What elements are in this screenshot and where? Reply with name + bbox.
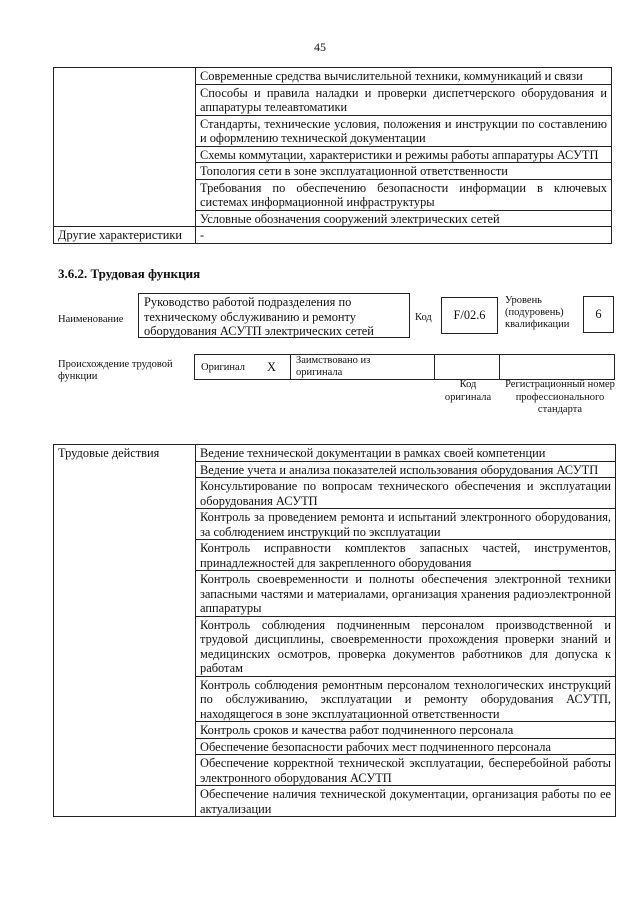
knowledge-label-cell xyxy=(54,68,196,227)
table-cell: Обеспечение корректной технической эксплуатации, бесперебойной работы электронного оборудования АСУТП xyxy=(196,755,616,786)
origin-divider xyxy=(434,355,435,379)
table-cell: Контроль своевременности и полноты обеспечения электронной техники запасными частями и материалами, организация хранения радиоэлектронной аппаратуры xyxy=(196,571,616,617)
table-cell: Современные средства вычислительной техники, коммуникаций и связи xyxy=(196,68,612,85)
level-box: 6 xyxy=(583,296,614,333)
table-cell: Консультирование по вопросам технического обеспечения и эксплуатации оборудования АСУТП xyxy=(196,478,616,509)
table-cell: Схемы коммутации, характеристики и режимы работы аппаратуры АСУТП xyxy=(196,146,612,163)
original-label: Оригинал xyxy=(201,362,245,373)
borrowed-label: Заимствовано из оригинала xyxy=(296,355,371,378)
table-cell: Обеспечение безопасности рабочих мест подчиненного персонала xyxy=(196,738,616,755)
table-row xyxy=(54,445,616,462)
origin-row xyxy=(194,354,615,380)
table-cell: Контроль сроков и качества работ подчиненного персонала xyxy=(196,722,616,739)
table-cell: Ведение технической документации в рамках своей компетенции xyxy=(196,445,616,462)
other-characteristics-label: Другие характеристики xyxy=(54,227,196,244)
function-name-box: Руководство работой подразделения по техническому обслуживанию и ремонту оборудования АСУТП электрических сетей xyxy=(138,293,410,338)
code-original-caption: Код оригинала xyxy=(444,379,492,403)
name-label: Наименование xyxy=(58,314,124,325)
table-cell: Стандарты, технические условия, положения и инструкции по составлению и оформлению технической документации xyxy=(196,115,612,146)
table-cell: Условные обозначения сооружений электрических сетей xyxy=(196,210,612,227)
table-cell: Ведение учета и анализа показателей использования оборудования АСУТП xyxy=(196,461,616,478)
code-label: Код xyxy=(415,312,432,323)
origin-divider xyxy=(290,355,291,379)
origin-divider xyxy=(499,355,500,379)
origin-label: Происхождение трудовой функции xyxy=(58,359,173,382)
section-title: 3.6.2. Трудовая функция xyxy=(58,266,201,281)
table-cell: Контроль за проведением ремонта и испытаний электронного оборудования, за соблюдением инструкций по эксплуатации xyxy=(196,509,616,540)
labor-actions-table xyxy=(53,444,616,817)
table-row xyxy=(54,68,612,85)
table-cell: Топология сети в зоне эксплуатационной ответственности xyxy=(196,163,612,180)
level-label: Уровень (подуровень) квалификации xyxy=(505,295,570,330)
table-cell: Требования по обеспечению безопасности информации в ключевых системах информационной инфраструктуры xyxy=(196,179,612,210)
table-cell: Обеспечение наличия технической документации, организация работы по ее актуализации xyxy=(196,786,616,817)
table-row xyxy=(54,227,612,244)
other-characteristics-value: - xyxy=(196,227,612,244)
page-number: 45 xyxy=(314,40,326,54)
function-code-box: F/02.6 xyxy=(441,297,498,334)
table-cell: Контроль соблюдения подчиненным персоналом производственной и трудовой дисциплины, своевременности прохождения проверки знаний и медицинских осмотров, проверка документов работников для допуска к работам xyxy=(196,616,616,676)
table-cell: Контроль соблюдения ремонтным персоналом технологических инструкций по обслуживанию, эксплуатации и ремонту оборудования АСУТП, находящегося в зоне эксплуатационной ответственности xyxy=(196,676,616,722)
original-mark: X xyxy=(267,360,276,374)
table-cell: Контроль исправности комплектов запасных частей, инструментов, принадлежностей для закрепленного оборудования xyxy=(196,540,616,571)
knowledge-table xyxy=(53,67,612,244)
actions-label: Трудовые действия xyxy=(54,445,196,817)
table-cell: Способы и правила наладки и проверки диспетчерского оборудования и аппаратуры телеавтоматики xyxy=(196,84,612,115)
registration-caption: Регистрационный номер профессионального стандарта xyxy=(505,379,615,415)
